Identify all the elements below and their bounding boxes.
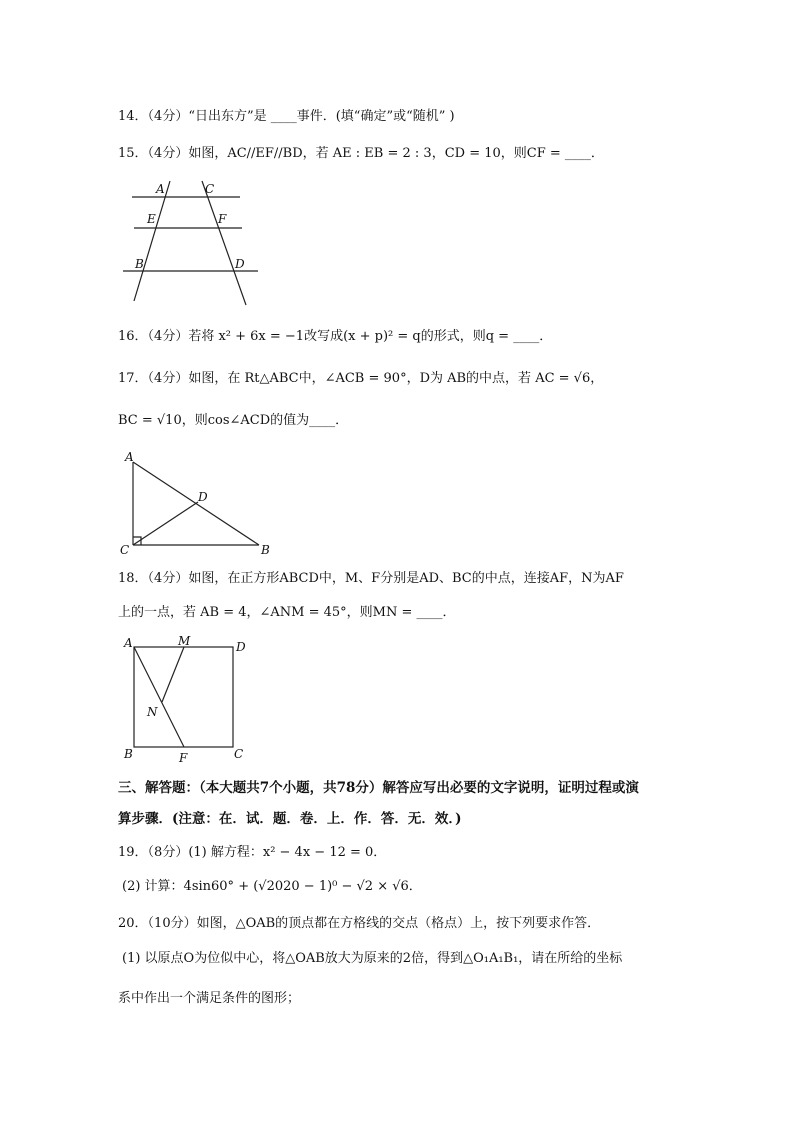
label-n: N bbox=[147, 705, 158, 719]
question-19-line-1: 19．（8分）(1) 解方程：x² − 4x − 12 = 0． bbox=[118, 845, 387, 860]
question-14: 14．（4分）“日出东方”是 ____事件．(填“确定”或“随机” ) bbox=[118, 109, 455, 124]
label-f: F bbox=[218, 212, 227, 226]
label-a: A bbox=[156, 182, 165, 196]
question-18-line-1: 18．（4分）如图，在正方形ABCD中，M、F分别是AD、BC的中点，连接AF，N为AF bbox=[118, 571, 624, 586]
label-a: A bbox=[124, 636, 133, 650]
transversal-cd bbox=[202, 181, 246, 305]
segment-af bbox=[134, 647, 184, 747]
label-e: E bbox=[147, 212, 156, 226]
figure-q17-right-triangle bbox=[118, 446, 278, 558]
label-c: C bbox=[234, 747, 244, 761]
label-b: B bbox=[124, 747, 133, 761]
figure-q15-parallel-lines bbox=[118, 178, 268, 308]
question-16: 16．（4分）若将 x² + 6x = −1改写成(x + p)² = q的形式，则q = ____． bbox=[118, 329, 553, 344]
label-m: M bbox=[178, 634, 191, 648]
label-f: F bbox=[179, 751, 188, 765]
label-d: D bbox=[236, 640, 246, 654]
transversal-ab bbox=[134, 181, 170, 301]
label-d: D bbox=[198, 490, 208, 504]
question-20-line-1: 20．（10分）如图，△OAB的顶点都在方格线的交点（格点）上，按下列要求作答． bbox=[118, 916, 601, 931]
label-b: B bbox=[135, 257, 144, 271]
section-3-heading-line-1: 三、解答题：（本大题共7个小题，共78分）解答应写出必要的文字说明，证明过程或演 bbox=[118, 780, 639, 796]
segment-mn bbox=[162, 647, 184, 702]
label-d: D bbox=[235, 257, 245, 271]
label-c: C bbox=[205, 182, 215, 196]
label-a: A bbox=[125, 450, 134, 464]
section-3-heading-line-2: 算步骤．(注意：在．试．题．卷．上．作．答．无．效．) bbox=[118, 811, 462, 827]
segment-cd bbox=[133, 502, 198, 545]
question-17-line-1: 17．（4分）如图，在 Rt△ABC中，∠ACB = 90°，D为 AB的中点，若 AC = √6， bbox=[118, 371, 604, 386]
question-18-line-2: 上的一点，若 AB = 4，∠ANM = 45°，则MN = ____． bbox=[118, 605, 456, 620]
question-19-line-2: (2) 计算：4sin60° + (√2020 − 1)⁰ − √2 × √6． bbox=[122, 879, 422, 894]
question-15: 15．（4分）如图，AC//EF//BD，若 AE : EB = 2 : 3，CD = 10，则CF = ____． bbox=[118, 146, 604, 161]
question-20-line-3: 系中作出一个满足条件的图形； bbox=[118, 991, 301, 1006]
square-abcd bbox=[134, 647, 233, 747]
label-c: C bbox=[120, 543, 130, 557]
question-20-line-2: (1) 以原点O为位似中心，将△OAB放大为原来的2倍，得到△O₁A₁B₁，请在所给的坐标 bbox=[122, 951, 623, 966]
figure-q18-square bbox=[118, 630, 258, 766]
question-17-line-2: BC = √10，则cos∠ACD的值为____． bbox=[118, 413, 349, 428]
label-b: B bbox=[261, 543, 270, 557]
